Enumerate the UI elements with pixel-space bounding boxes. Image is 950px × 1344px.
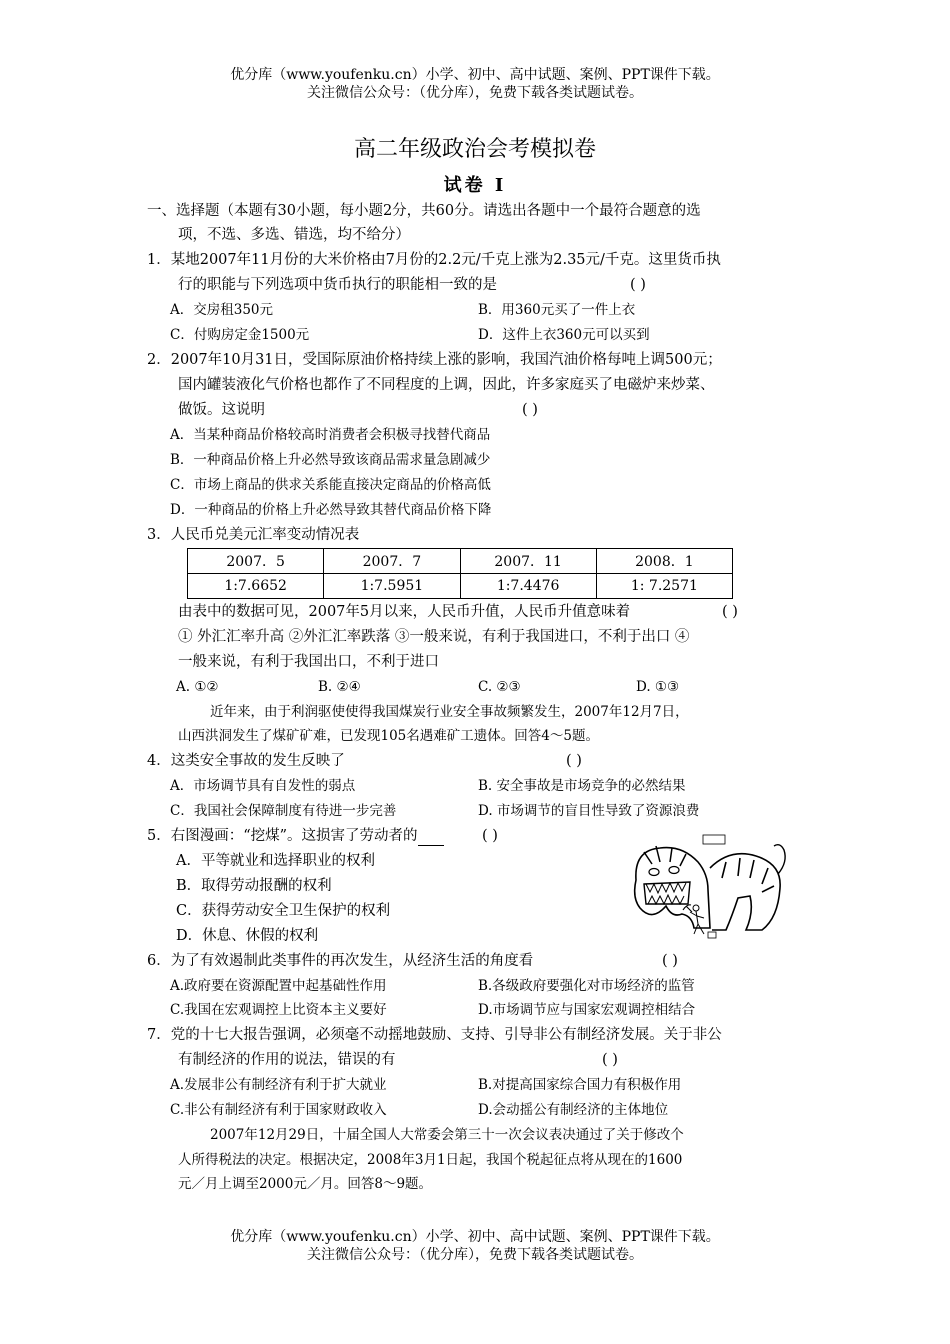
q2-option-c: C．市场上商品的供求关系能直接决定商品的价格高低 [170, 477, 491, 493]
q1-option-d: D．这件上衣360元可以买到 [478, 327, 650, 343]
table-cell: 1:7.6652 [188, 574, 324, 599]
answer-blank [418, 831, 444, 846]
q4-option-b: B. 安全事故是市场竞争的必然结果 [478, 778, 686, 794]
q4-answer-paren: ( ) [566, 753, 582, 769]
q2-answer-paren: ( ) [522, 402, 538, 418]
q3-statements: ① 外汇汇率升高 ②外汇汇率跌落 ③一般来说，有利于我国进口，不利于出口 ④ [178, 629, 690, 645]
passage-1: 近年来，由于利润驱使使得我国煤炭行业安全事故频繁发生，2007年12月7日， [210, 704, 689, 720]
q5-stem-text: 5．右图漫画：“挖煤”。这损害了劳动者的 [147, 828, 418, 844]
q6-option-b: B.各级政府要强化对市场经济的监管 [478, 978, 695, 994]
q1-stem-cont: 行的职能与下列选项中货币执行的职能相一致的是 [178, 277, 497, 293]
q2-option-b: B．一种商品价格上升必然导致该商品需求量急剧减少 [170, 452, 491, 468]
q7-stem-cont: 有制经济的作用的说法，错误的有 [178, 1052, 396, 1068]
page-subtitle: 试卷 I [443, 175, 507, 196]
q1-answer-paren: ( ) [630, 277, 646, 293]
table-row [188, 574, 733, 599]
q3-option-c: C. ②③ [478, 679, 521, 695]
page-title: 高二年级政治会考模拟卷 [353, 137, 596, 162]
q7-option-d: D.会动摇公有制经济的主体地位 [478, 1102, 669, 1118]
q3-option-b: B. ②④ [318, 679, 361, 695]
q2-stem-cont: 国内罐装液化气价格也都作了不同程度的上调，因此，许多家庭买了电磁炉来炒菜、 [178, 377, 715, 393]
footer-line-1: 优分库（www.youfenku.cn）小学、初中、高中试题、案例、PPT课件下载。 [230, 1229, 720, 1245]
q7-option-c: C.非公有制经济有利于国家财政收入 [170, 1102, 387, 1118]
q7-option-b: B.对提高国家综合国力有积极作用 [478, 1077, 682, 1093]
q3-stem-cont: 由表中的数据可见，2007年5月以来，人民币升值，人民币升值意味着 [178, 604, 631, 620]
q3-statements-cont: 一般来说，有利于我国出口，不利于进口 [178, 654, 439, 670]
q2-option-a: A．当某种商品价格较高时消费者会积极寻找替代商品 [170, 427, 491, 443]
q2-option-d: D．一种商品的价格上升必然导致其替代商品价格下降 [170, 502, 492, 518]
q5-option-d: D．休息、休假的权利 [176, 928, 319, 944]
q7-option-a: A.发展非公有制经济有利于扩大就业 [170, 1077, 387, 1093]
q5-option-c: C．获得劳动安全卫生保护的权利 [176, 903, 391, 919]
q4-option-a: A．市场调节具有自发性的弱点 [170, 778, 356, 794]
q5-stem [147, 826, 444, 846]
table-cell: 1:7.4476 [460, 574, 596, 599]
q6-option-c: C.我国在宏观调控上比资本主义要好 [170, 1002, 387, 1018]
exchange-rate-table [187, 548, 733, 599]
q5-answer-paren: ( ) [482, 828, 498, 844]
q4-stem: 4．这类安全事故的发生反映了 [147, 753, 345, 769]
q6-answer-paren: ( ) [662, 953, 678, 969]
header-line-2: 关注微信公众号：（优分库），免费下载各类试题试卷。 [307, 85, 643, 101]
q6-stem: 6．为了有效遏制此类事件的再次发生，从经济生活的角度看 [147, 953, 534, 969]
q2-stem-cont2: 做饭。这说明 [178, 402, 265, 418]
q6-option-a: A.政府要在资源配置中起基础性作用 [170, 978, 387, 994]
header-line-1: 优分库（www.youfenku.cn）小学、初中、高中试题、案例、PPT课件下载。 [230, 67, 720, 83]
q4-option-d: D. 市场调节的盲目性导致了资源浪费 [478, 803, 700, 819]
q1-option-a: A．交房租350元 [170, 302, 274, 318]
q2-stem: 2．2007年10月31日，受国际原油价格持续上涨的影响，我国汽油价格每吨上调500元； [147, 352, 722, 368]
q3-option-d: D. ①③ [636, 679, 680, 695]
passage-1-cont: 山西洪洞发生了煤矿矿难，已发现105名遇难矿工遗体。回答4～5题。 [178, 728, 599, 744]
q6-option-d: D.市场调节应与国家宏观调控相结合 [478, 1002, 696, 1018]
q1-option-b: B．用360元买了一件上衣 [478, 302, 636, 318]
passage-2-cont2: 元／月上调至2000元／月。回答8～9题。 [178, 1176, 433, 1192]
q3-option-a: A. ①② [176, 679, 219, 695]
table-cell: 1:7.5951 [324, 574, 460, 599]
q3-answer-paren: ( ) [722, 604, 738, 620]
q1-stem: 1．某地2007年11月份的大米价格由7月份的2.2元/千克上涨为2.35元/千克。这里货币执 [147, 252, 721, 268]
table-cell: 1: 7.2571 [596, 574, 732, 599]
q4-option-c: C．我国社会保障制度有待进一步完善 [170, 803, 397, 819]
section-heading-cont: 项，不选、多选、错选，均不给分） [178, 227, 410, 243]
q7-stem: 7．党的十七大报告强调，必须毫不动摇地鼓励、支持、引导非公有制经济发展。关于非公 [147, 1027, 722, 1043]
passage-2: 2007年12月29日，十届全国人大常委会第三十一次会议表决通过了关于修改个 [210, 1127, 684, 1143]
q1-option-c: C．付购房定金1500元 [170, 327, 310, 343]
q5-option-b: B．取得劳动报酬的权利 [176, 878, 332, 894]
section-heading: 一、选择题（本题有30小题，每小题2分，共60分。请选出各题中一个最符合题意的选 [147, 203, 701, 219]
passage-2-cont: 人所得税法的决定。根据决定，2008年3月1日起，我国个税起征点将从现在的1600 [178, 1152, 683, 1168]
q3-stem: 3．人民币兑美元汇率变动情况表 [147, 527, 360, 543]
table-cell: 2008．1 [596, 549, 732, 574]
table-cell: 2007．5 [188, 549, 324, 574]
table-row [188, 549, 733, 574]
footer-line-2: 关注微信公众号：（优分库），免费下载各类试题试卷。 [307, 1247, 643, 1263]
table-cell: 2007．7 [324, 549, 460, 574]
coal-mining-tiger-cartoon-icon [630, 832, 790, 944]
q7-answer-paren: ( ) [602, 1052, 618, 1068]
q5-option-a: A．平等就业和选择职业的权利 [176, 853, 375, 869]
table-cell: 2007．11 [460, 549, 596, 574]
